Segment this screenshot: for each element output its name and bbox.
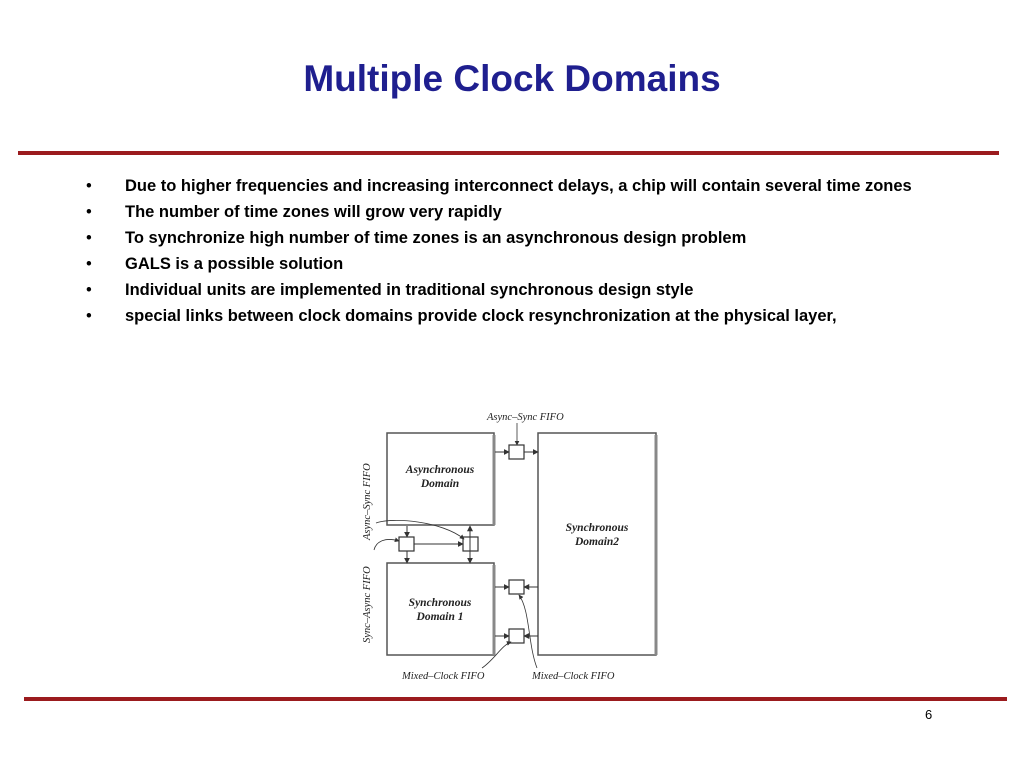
sync-domain2-label: Synchronous <box>565 522 629 534</box>
mixed-clock-fifo-label: Mixed–Clock FIFO <box>402 671 485 682</box>
bottom-divider <box>24 697 1007 701</box>
bullet-icon: • <box>86 281 92 299</box>
sync-domain1-label: Synchronous <box>408 597 472 609</box>
bullet-text: The number of time zones will grow very rapidly <box>125 203 502 221</box>
bullet-icon: • <box>86 177 92 195</box>
bullet-item <box>86 306 946 326</box>
sync-domain1-label: Domain 1 <box>416 611 464 623</box>
fifo-box <box>509 580 524 594</box>
bullet-item <box>86 280 946 300</box>
bullet-icon: • <box>86 255 92 273</box>
bullet-item <box>86 176 946 196</box>
bullet-item <box>86 254 946 274</box>
bullet-text: Due to higher frequencies and increasing interconnect delays, a chip will contain several time zones <box>125 177 912 195</box>
bullet-item <box>86 228 946 248</box>
bullet-text: To synchronize high number of time zones is an asynchronous design problem <box>125 229 747 247</box>
bullet-list <box>86 176 946 332</box>
bullet-icon: • <box>86 203 92 221</box>
bullet-text: GALS is a possible solution <box>125 255 344 273</box>
fifo-box <box>399 537 414 551</box>
gals-diagram <box>352 405 672 690</box>
async-sync-fifo-left-label: Async–Sync FIFO <box>362 463 373 540</box>
page-number: 6 <box>925 707 933 722</box>
fifo-box <box>509 629 524 643</box>
async-domain-label: Domain <box>420 478 460 490</box>
sync-async-fifo-left-label: Sync–Async FIFO <box>362 566 373 643</box>
bullet-item <box>86 202 946 222</box>
top-divider <box>18 151 999 155</box>
async-domain-label: Asynchronous <box>405 464 475 476</box>
bullet-text: Individual units are implemented in traditional synchronous design style <box>125 281 694 299</box>
async-sync-fifo-top-label: Async–Sync FIFO <box>487 412 564 423</box>
bullet-icon: • <box>86 229 92 247</box>
slide-title: Multiple Clock Domains <box>303 58 721 99</box>
bullet-icon: • <box>86 307 92 325</box>
mixed-clock-fifo-label: Mixed–Clock FIFO <box>532 671 615 682</box>
sync-domain1-box <box>387 563 494 655</box>
sync-domain2-label: Domain2 <box>574 536 620 548</box>
bullet-text: special links between clock domains provide clock resynchronization at the physical layer, <box>125 307 837 325</box>
fifo-box <box>509 445 524 459</box>
